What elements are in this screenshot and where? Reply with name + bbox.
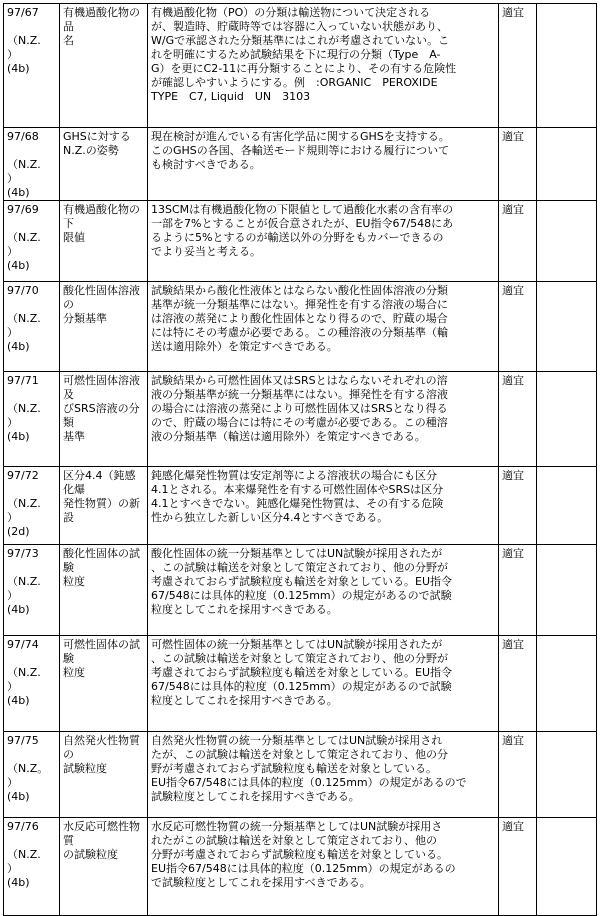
table-row xyxy=(4,4,597,128)
proposal-number: 97/67 xyxy=(7,6,39,19)
blank-cell xyxy=(537,732,597,818)
category-code: (4b) xyxy=(7,186,30,199)
proposal-status: 適宜 xyxy=(499,732,537,818)
proposer-country: （N.Z. ） xyxy=(7,34,41,61)
proposer-country: （N.Z. ） xyxy=(7,402,41,429)
category-code: (4b) xyxy=(7,603,30,616)
proposer-country: （N.Z. ） xyxy=(7,575,41,602)
proposal-id-cell xyxy=(4,467,60,545)
proposal-number: 97/75 xyxy=(7,734,39,747)
proposal-title: 水反応可燃性物質 の試験粒度 xyxy=(60,818,148,916)
proposal-description: 酸化性固体の統一分類基準としてはUN試験が採用されたが 、この試験は輸送を対象として策定されており、他の分野が 考慮されておらず試験粒度も輸送を対象としている。EU指令 67/548には具体的粒度（0.125mm）の規定があるので試験 粒度としてこれを採用すべきである。 xyxy=(148,545,499,636)
category-code: (4b) xyxy=(7,694,30,707)
proposal-number: 97/71 xyxy=(7,374,39,387)
proposal-title: 有機過酸化物の品 名 xyxy=(60,4,148,128)
blank-cell xyxy=(537,128,597,201)
proposal-description: 水反応可燃性物質の統一分類基準としてはUN試験が採用さ れたがこの試験は輸送を対象として策定されており、他の 分野が考慮されておらず試験粒度も輸送を対象としている。 EU指令67/548には具体的粒度（0.125mm）の規定があるの で試験粒度としてこれを採用すべきである。 xyxy=(148,818,499,916)
category-code: (4b) xyxy=(7,259,30,272)
proposer-country: （N.Z. ） xyxy=(7,231,41,258)
proposal-description: 試験結果から可燃性固体又はSRSとはならないそれぞれの溶 液の分類基準が統一分類基準にはない。揮発性を有する溶液 の場合には溶液の蒸発により可燃性固体又はSRSとなり得る ので、貯蔵の場合には特にその考慮が必要である。この種溶 液の分類基準（輸送は適用除外）を策定すべきである。 xyxy=(148,372,499,467)
proposal-number: 97/70 xyxy=(7,284,39,297)
proposal-description: 現在検討が進んでいる有害化学品に関するGHSを支持する。 このGHSの各国、各輸送モード規則等における履行について も検討すべきである。 xyxy=(148,128,499,201)
category-code: (4b) xyxy=(7,62,30,75)
proposal-title: 自然発火性物質の 試験粒度 xyxy=(60,732,148,818)
proposal-description: 鈍感化爆発性物質は安定剤等による溶液状の場合にも区分 4.1とされる。本来爆発性を有する可燃性固体やSRSは区分 4.1とすべきでない。鈍感化爆発性物質は、その有する危険 性から独立した新しい区分4.4とすべきである。 xyxy=(148,467,499,545)
table-row xyxy=(4,636,597,732)
category-code: (4b) xyxy=(7,430,30,443)
proposal-number: 97/69 xyxy=(7,203,39,216)
proposer-country: （N.Z. ） xyxy=(7,158,41,185)
proposal-id-cell xyxy=(4,4,60,128)
proposer-country: （N.Z。 ） xyxy=(7,762,49,789)
proposer-country: （N.Z. ） xyxy=(7,848,41,875)
proposal-status: 適宜 xyxy=(499,4,537,128)
proposer-country: （N.Z. ） xyxy=(7,312,41,339)
category-code: (2d) xyxy=(7,525,30,538)
proposal-id-cell xyxy=(4,372,60,467)
proposer-country: （N.Z. ） xyxy=(7,666,41,693)
blank-cell xyxy=(537,467,597,545)
proposal-description: 有機過酸化物（PO）の分類は輸送物について決定される が、製造時、貯蔵時等では容器に入っていない状態があり、 W/Gで承認された分類基準にはこれが考慮されていない。こ れを明確にするため試験結果を下に現行の分類（Type A- G）を更にC2-11に再分類することにより、その有する危険性 が確認しやすいようにする。例 :ORGANIC PEROXIDE TYPE C7, Liquid UN 3103 xyxy=(148,4,499,128)
blank-cell xyxy=(537,545,597,636)
proposal-title: 可燃性固体の試験 粒度 xyxy=(60,636,148,732)
proposal-title: 酸化性固体の試験 粒度 xyxy=(60,545,148,636)
proposal-status: 適宜 xyxy=(499,467,537,545)
table-row xyxy=(4,372,597,467)
proposal-table-body xyxy=(4,4,597,916)
proposal-status: 適宜 xyxy=(499,128,537,201)
proposal-status: 適宜 xyxy=(499,372,537,467)
proposal-status: 適宜 xyxy=(499,545,537,636)
blank-cell xyxy=(537,636,597,732)
proposal-id-cell xyxy=(4,545,60,636)
proposal-id-cell xyxy=(4,636,60,732)
proposal-id-cell xyxy=(4,201,60,282)
proposal-status: 適宜 xyxy=(499,201,537,282)
blank-cell xyxy=(537,4,597,128)
proposal-description: 可燃性固体の統一分類基準としてはUN試験が採用されたが 、この試験は輸送を対象として策定されており、他の分野が 考慮されておらず試験粒度も輸送を対象としている。EU指令 67/548には具体的粒度（0.125mm）の規定があるので試験 粒度としてこれを採用すべきである。 xyxy=(148,636,499,732)
category-code: (4b) xyxy=(7,340,30,353)
category-code: (4b) xyxy=(7,790,30,803)
proposal-number: 97/76 xyxy=(7,820,39,833)
table-row xyxy=(4,467,597,545)
proposal-title: GHSに対する N.Z.の姿勢 xyxy=(60,128,148,201)
proposal-title: 区分4.4（鈍感化爆 発性物質）の新設 xyxy=(60,467,148,545)
proposal-title: 酸化性固体溶液の 分類基準 xyxy=(60,282,148,372)
table-row xyxy=(4,128,597,201)
table-row xyxy=(4,282,597,372)
proposal-number: 97/68 xyxy=(7,130,39,143)
proposal-id-cell xyxy=(4,732,60,818)
proposal-title: 有機過酸化物の下 限値 xyxy=(60,201,148,282)
proposal-status: 適宜 xyxy=(499,282,537,372)
category-code: (4b) xyxy=(7,876,30,889)
proposal-number: 97/72 xyxy=(7,469,39,482)
proposal-status: 適宜 xyxy=(499,636,537,732)
table-row xyxy=(4,201,597,282)
proposer-country: （N.Z. ） xyxy=(7,497,41,524)
proposal-id-cell xyxy=(4,128,60,201)
blank-cell xyxy=(537,282,597,372)
proposal-title: 可燃性固体溶液及 びSRS溶液の分類 基準 xyxy=(60,372,148,467)
proposal-description: 試験結果から酸化性液体とはならない酸化性固体溶液の分類 基準が統一分類基準にはない。揮発性を有する溶液の場合に は溶液の蒸発により酸化性固体となり得るので、貯蔵の場合 には特にその考慮が必要である。この種溶液の分類基準（輸 送は適用除外）を策定すべきである。 xyxy=(148,282,499,372)
proposal-id-cell xyxy=(4,282,60,372)
table-row xyxy=(4,545,597,636)
proposal-description: 13SCMは有機過酸化物の下限値として過酸化水素の含有率の 一部を7%とすることが仮合意されたが、EU指令67/548にあ るように5%とするのが輸送以外の分野をもカバーできるの でより妥当と考える。 xyxy=(148,201,499,282)
proposal-description: 自然発火性物質の統一分類基準としてはUN試験が採用され たが、この試験は輸送を対象として策定されており、他の分 野が考慮されておらず試験粒度も輸送を対象としている。 EU指令67/548には具体的粒度（0.125mm）の規定があるので 試験粒度としてこれを採用すべきである。 xyxy=(148,732,499,818)
table-row xyxy=(4,732,597,818)
proposal-number: 97/74 xyxy=(7,638,39,651)
proposal-table xyxy=(3,3,597,916)
proposal-status: 適宜 xyxy=(499,818,537,916)
blank-cell xyxy=(537,372,597,467)
proposal-number: 97/73 xyxy=(7,547,39,560)
blank-cell xyxy=(537,201,597,282)
